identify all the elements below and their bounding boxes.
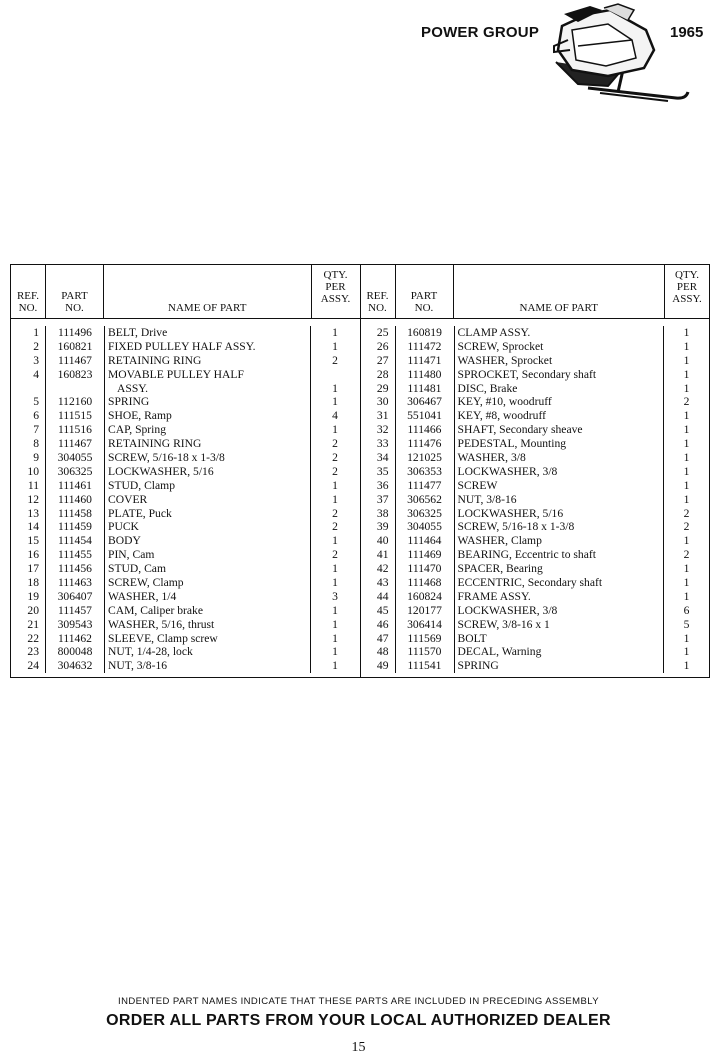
part-column xyxy=(45,326,104,673)
table-cell-ref: 46 xyxy=(376,617,389,631)
table-cell-qty: 1 xyxy=(683,478,690,492)
table-cell-part: 160823 xyxy=(57,367,93,381)
table-cell-part: 111459 xyxy=(58,520,92,534)
table-cell-name: BODY xyxy=(108,534,141,548)
table-cell-qty: 1 xyxy=(683,339,690,353)
table-cell-name: ECCENTRIC, Secondary shaft xyxy=(457,576,603,590)
table-cell-qty: 6 xyxy=(683,603,690,617)
table-cell-qty: 2 xyxy=(683,395,690,409)
table-cell-ref: 33 xyxy=(376,437,389,451)
qty-per-assy-header: QTY. PER ASSY. xyxy=(664,265,709,318)
table-cell-part: 111467 xyxy=(58,437,92,451)
table-cell-name: SLEEVE, Clamp screw xyxy=(108,631,218,645)
table-cell-name: BEARING, Eccentric to shaft xyxy=(457,548,596,562)
table-cell-ref: 13 xyxy=(27,506,39,520)
table-cell-qty: 1 xyxy=(332,562,338,576)
table-cell-part: 111455 xyxy=(58,548,92,562)
table-cell-qty: 1 xyxy=(332,576,338,590)
table-cell-ref: 9 xyxy=(33,451,39,465)
table-cell-ref: 34 xyxy=(376,451,389,465)
table-body xyxy=(361,319,710,677)
table-cell-part: 111476 xyxy=(407,437,442,451)
table-cell-name: PEDESTAL, Mounting xyxy=(457,437,567,451)
table-cell-ref: 47 xyxy=(376,631,389,645)
table-cell-qty: 1 xyxy=(332,478,338,492)
table-cell-part: 111470 xyxy=(407,562,442,576)
table-cell-ref: 26 xyxy=(376,339,389,353)
table-cell-qty: 1 xyxy=(683,645,690,659)
indented-parts-note: INDENTED PART NAMES INDICATE THAT THESE PARTS ARE INCLUDED IN PRECEDING ASSEMBLY xyxy=(118,996,599,1007)
table-cell-name: LOCKWASHER, 3/8 xyxy=(457,464,558,478)
table-cell-qty: 1 xyxy=(683,409,690,423)
table-cell-part: 304055 xyxy=(407,520,442,534)
table-cell-ref: 31 xyxy=(376,409,389,423)
section-title: POWER GROUP xyxy=(421,24,540,41)
table-cell-qty: 1 xyxy=(683,659,690,673)
table-cell-qty: 1 xyxy=(683,423,690,437)
table-cell-name: ASSY. xyxy=(117,381,149,395)
table-cell-ref: 5 xyxy=(33,395,39,409)
table-cell-part: 111515 xyxy=(58,409,92,423)
table-cell-ref: 20 xyxy=(27,603,39,617)
table-cell-ref: 11 xyxy=(27,478,39,492)
table-cell-part: 120177 xyxy=(407,603,442,617)
table-cell-qty: 1 xyxy=(683,589,690,603)
table-cell-ref: 27 xyxy=(376,353,389,367)
table-cell-name: BELT, Drive xyxy=(108,326,168,339)
table-cell-ref: 14 xyxy=(27,520,39,534)
table-cell-qty: 1 xyxy=(332,534,338,548)
table-cell-name: SCREW, Clamp xyxy=(108,576,184,590)
table-cell-qty: 2 xyxy=(332,451,338,465)
table-cell-name: STUD, Clamp xyxy=(108,478,175,492)
table-cell-ref: 24 xyxy=(27,659,39,673)
table-cell-name: KEY, #8, woodruff xyxy=(457,409,546,423)
table-cell-part: 111472 xyxy=(407,339,442,353)
table-cell-part: 112160 xyxy=(57,395,93,409)
name-column xyxy=(104,326,310,673)
table-cell-part xyxy=(46,382,104,396)
table-cell-qty: 1 xyxy=(332,603,338,617)
table-cell-ref: 40 xyxy=(376,534,389,548)
table-cell-part: 111464 xyxy=(407,534,442,548)
table-cell-part: 111471 xyxy=(407,353,442,367)
table-cell-ref: 49 xyxy=(376,659,389,673)
qty-column xyxy=(663,326,709,673)
table-cell-name: CAP, Spring xyxy=(108,423,166,437)
table-cell-ref: 37 xyxy=(376,492,389,506)
table-cell-qty: 1 xyxy=(332,659,338,673)
table-cell-part: 306325 xyxy=(57,464,93,478)
table-cell-part: 111462 xyxy=(58,631,92,645)
table-cell-part: 111461 xyxy=(58,478,92,492)
parts-table-right-half xyxy=(361,265,710,677)
table-cell-ref: 6 xyxy=(33,409,39,423)
table-cell-ref: 1 xyxy=(33,326,39,339)
table-cell-name: NUT, 3/8-16 xyxy=(457,492,517,506)
table-cell-part: 111468 xyxy=(407,576,442,590)
table-cell-name: SHOE, Ramp xyxy=(108,409,172,423)
table-cell-name: PLATE, Puck xyxy=(108,506,172,520)
table-cell-qty: 2 xyxy=(332,353,338,367)
table-cell-part: 304632 xyxy=(57,659,93,673)
table-cell-qty: 5 xyxy=(683,617,690,631)
table-cell-name: SPRING xyxy=(108,395,150,409)
table-cell-name: RETAINING RING xyxy=(108,353,202,367)
table-cell-qty: 2 xyxy=(332,506,338,520)
table-cell-name: CAM, Caliper brake xyxy=(108,603,203,617)
table-cell-part: 306407 xyxy=(57,589,93,603)
table-cell-part: 160819 xyxy=(407,326,442,339)
table-cell-part: 306414 xyxy=(407,617,442,631)
table-cell-qty: 1 xyxy=(683,353,690,367)
table-cell-qty: 1 xyxy=(683,381,690,395)
table-cell-ref: 25 xyxy=(376,326,389,339)
table-cell-ref: 19 xyxy=(27,589,39,603)
table-cell-name: FIXED PULLEY HALF ASSY. xyxy=(108,339,256,353)
table-cell-qty: 1 xyxy=(332,339,338,353)
table-cell-part: 111456 xyxy=(58,562,92,576)
table-cell-ref: 15 xyxy=(27,534,39,548)
table-header xyxy=(11,265,360,319)
snowmobile-illustration xyxy=(548,0,708,108)
table-cell-qty xyxy=(311,368,360,382)
table-cell-part: 800048 xyxy=(57,645,93,659)
table-cell-qty: 1 xyxy=(683,464,690,478)
table-cell-part: 111463 xyxy=(58,576,92,590)
part-no-header: PART NO. xyxy=(45,265,103,318)
table-cell-ref: 35 xyxy=(376,464,389,478)
table-cell-ref: 22 xyxy=(27,631,39,645)
table-cell-ref: 41 xyxy=(376,548,389,562)
ref-no-header: REF. NO. xyxy=(366,290,389,314)
table-cell-ref: 29 xyxy=(376,381,389,395)
table-cell-part: 111454 xyxy=(58,534,92,548)
table-cell-part: 111516 xyxy=(58,423,92,437)
table-cell-part: 160824 xyxy=(407,589,442,603)
table-cell-name: WASHER, 5/16, thrust xyxy=(108,617,215,631)
qty-per-assy-header: QTY. PER ASSY. xyxy=(311,265,360,318)
table-cell-ref: 32 xyxy=(376,423,389,437)
table-cell-qty: 1 xyxy=(683,367,690,381)
table-header xyxy=(361,265,710,319)
table-cell-name: SCREW, 3/8-16 x 1 xyxy=(457,617,550,631)
table-cell-name: NUT, 3/8-16 xyxy=(108,659,168,673)
name-of-part-header: NAME OF PART xyxy=(103,265,311,318)
table-cell-part: 111458 xyxy=(58,506,92,520)
table-cell-ref: 45 xyxy=(376,603,389,617)
table-cell-qty: 1 xyxy=(332,326,338,339)
table-cell-qty: 2 xyxy=(683,548,690,562)
ref-column xyxy=(361,326,395,673)
table-cell-name: STUD, Cam xyxy=(108,562,166,576)
table-cell-qty: 1 xyxy=(683,437,690,451)
ref-column xyxy=(11,326,45,673)
part-column xyxy=(395,326,454,673)
table-cell-part: 111466 xyxy=(407,423,442,437)
table-cell-name: BOLT xyxy=(457,631,487,645)
table-cell-name: SCREW, 5/16-18 x 1-3/8 xyxy=(457,520,575,534)
ref-no-header: REF. NO. xyxy=(16,290,40,314)
name-of-part-header: NAME OF PART xyxy=(453,265,665,318)
qty-column xyxy=(310,326,360,673)
table-cell-ref: 44 xyxy=(376,589,389,603)
table-cell-name: LOCKWASHER, 5/16 xyxy=(457,506,564,520)
table-cell-name: NUT, 1/4-28, lock xyxy=(108,645,193,659)
table-cell-qty: 2 xyxy=(683,506,690,520)
table-cell-ref: 7 xyxy=(33,423,39,437)
table-cell-part: 111480 xyxy=(407,367,442,381)
table-cell-name: COVER xyxy=(108,492,148,506)
table-cell-ref: 8 xyxy=(33,437,39,451)
table-cell-part: 309543 xyxy=(57,617,93,631)
table-cell-name: RETAINING RING xyxy=(108,437,202,451)
table-cell-name: SHAFT, Secondary sheave xyxy=(457,423,583,437)
table-cell-ref: 23 xyxy=(27,645,39,659)
table-cell-name: MOVABLE PULLEY HALF xyxy=(108,367,244,381)
table-cell-ref: 16 xyxy=(27,548,39,562)
table-cell-name: SPACER, Bearing xyxy=(457,562,543,576)
table-cell-name: SCREW, Sprocket xyxy=(457,339,544,353)
table-cell-ref: 3 xyxy=(33,353,39,367)
table-cell-part: 306562 xyxy=(407,492,442,506)
table-cell-part: 121025 xyxy=(407,451,442,465)
table-cell-qty: 1 xyxy=(332,645,338,659)
table-cell-qty: 1 xyxy=(683,631,690,645)
name-column xyxy=(454,326,664,673)
table-cell-qty: 2 xyxy=(332,437,338,451)
table-cell-qty: 1 xyxy=(332,395,338,409)
table-cell-part: 306325 xyxy=(407,506,442,520)
table-cell-ref: 36 xyxy=(376,478,389,492)
table-cell-ref: 10 xyxy=(27,464,39,478)
table-cell-qty: 1 xyxy=(683,534,690,548)
table-cell-qty: 1 xyxy=(332,631,338,645)
table-cell-qty: 1 xyxy=(332,492,338,506)
table-cell-qty: 2 xyxy=(683,520,690,534)
table-cell-name: LOCKWASHER, 5/16 xyxy=(108,464,214,478)
table-cell-part: 111496 xyxy=(58,326,92,339)
page-number: 15 xyxy=(351,1040,366,1055)
table-cell-part: 111569 xyxy=(407,631,442,645)
order-notice: ORDER ALL PARTS FROM YOUR LOCAL AUTHORIZED DEALER xyxy=(106,1012,611,1029)
table-cell-part: 111570 xyxy=(407,645,442,659)
table-cell-ref: 38 xyxy=(376,506,389,520)
table-cell-qty: 2 xyxy=(332,464,338,478)
table-cell-part: 160821 xyxy=(57,339,93,353)
table-cell-ref: 39 xyxy=(376,520,389,534)
table-cell-ref: 12 xyxy=(27,492,39,506)
table-cell-ref xyxy=(11,382,45,396)
table-cell-ref: 2 xyxy=(33,339,39,353)
table-cell-qty: 1 xyxy=(332,423,338,437)
table-cell-name: DECAL, Warning xyxy=(457,645,542,659)
table-cell-ref: 21 xyxy=(27,617,39,631)
table-cell-name: PIN, Cam xyxy=(108,548,155,562)
table-body xyxy=(11,319,360,677)
table-cell-ref: 42 xyxy=(376,562,389,576)
table-cell-qty: 1 xyxy=(332,381,338,395)
table-cell-name: SCREW, 5/16-18 x 1-3/8 xyxy=(108,451,225,465)
table-cell-part: 111469 xyxy=(407,548,442,562)
table-cell-part: 111477 xyxy=(407,478,442,492)
table-cell-name: SPRING xyxy=(457,659,499,673)
table-cell-part: 306467 xyxy=(407,395,442,409)
table-cell-name: CLAMP ASSY. xyxy=(457,326,531,339)
table-cell-qty: 2 xyxy=(332,520,338,534)
table-cell-qty: 1 xyxy=(683,492,690,506)
table-cell-ref: 4 xyxy=(33,367,39,381)
table-cell-part: 111541 xyxy=(407,659,442,673)
table-cell-part: 551041 xyxy=(407,409,442,423)
table-cell-part: 111467 xyxy=(58,353,92,367)
table-cell-ref: 18 xyxy=(27,576,39,590)
table-cell-part: 304055 xyxy=(57,451,93,465)
parts-table xyxy=(10,264,710,678)
table-cell-ref: 48 xyxy=(376,645,389,659)
table-cell-name: DISC, Brake xyxy=(457,381,518,395)
model-year: 1965 xyxy=(670,24,704,41)
table-cell-qty: 1 xyxy=(332,617,338,631)
table-cell-name: LOCKWASHER, 3/8 xyxy=(457,603,558,617)
table-cell-ref: 43 xyxy=(376,576,389,590)
table-cell-name: WASHER, Sprocket xyxy=(457,353,553,367)
table-cell-qty: 1 xyxy=(683,562,690,576)
table-cell-qty: 2 xyxy=(332,548,338,562)
table-cell-qty: 1 xyxy=(683,451,690,465)
table-cell-name: WASHER, Clamp xyxy=(457,534,542,548)
part-no-header: PART NO. xyxy=(395,265,453,318)
table-cell-name: WASHER, 3/8 xyxy=(457,451,526,465)
table-cell-part: 111460 xyxy=(58,492,92,506)
table-cell-name: PUCK xyxy=(108,520,139,534)
table-cell-qty: 3 xyxy=(332,589,338,603)
table-cell-part: 111457 xyxy=(58,603,92,617)
parts-table-left-half xyxy=(11,265,361,677)
table-cell-ref: 28 xyxy=(376,367,389,381)
table-cell-name: SPROCKET, Secondary shaft xyxy=(457,367,597,381)
table-cell-qty: 1 xyxy=(683,576,690,590)
table-cell-name: SCREW xyxy=(457,478,498,492)
table-cell-part: 111481 xyxy=(407,381,442,395)
table-cell-qty: 4 xyxy=(332,409,338,423)
table-cell-qty: 1 xyxy=(683,326,690,339)
table-cell-part: 306353 xyxy=(407,464,442,478)
table-cell-ref: 17 xyxy=(27,562,39,576)
table-cell-name: WASHER, 1/4 xyxy=(108,589,177,603)
table-cell-name: KEY, #10, woodruff xyxy=(457,395,552,409)
table-cell-name: FRAME ASSY. xyxy=(457,589,531,603)
table-cell-ref: 30 xyxy=(376,395,389,409)
